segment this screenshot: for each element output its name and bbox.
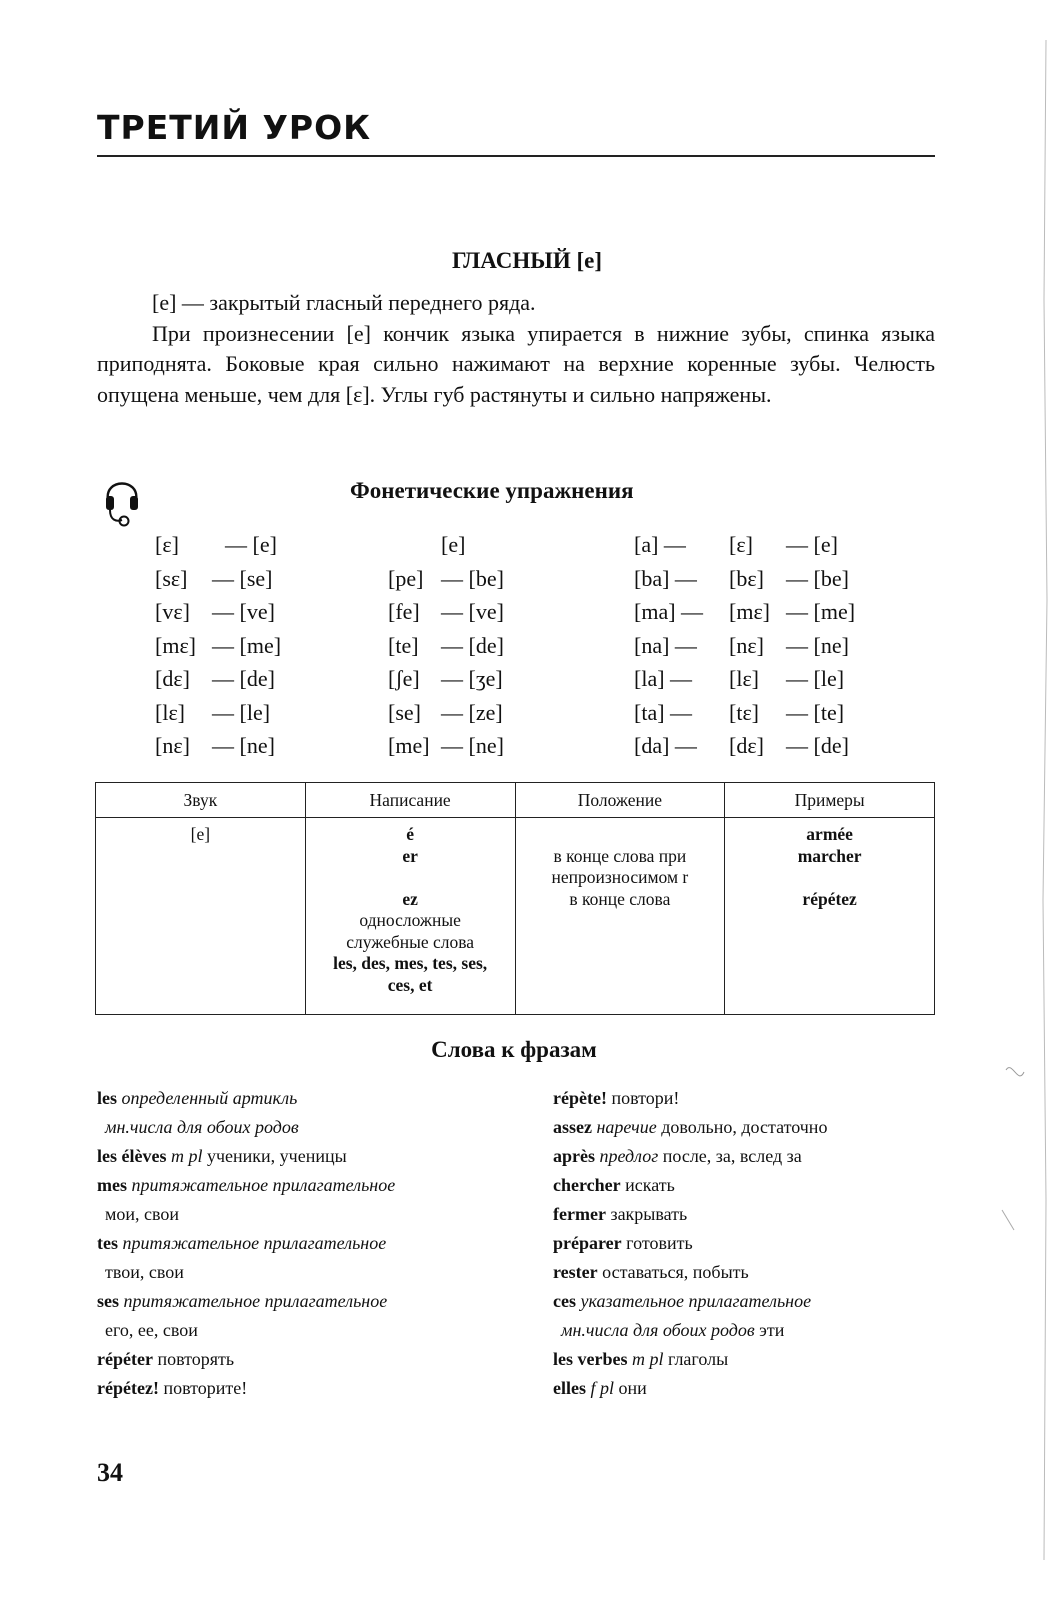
vocab-word: ces [553,1291,576,1311]
drill-cell: [dɛ] [155,666,190,691]
vocab-word: les verbes [553,1349,628,1369]
vocab-word: mes [97,1175,127,1195]
intro-paragraph: При произнесении [e] кончик языка упирается в нижние зубы, спинка языка приподнята. Боковые края сильно нажимают на верхние коренные зубы. Челюсть опущена меньше, чем для [ɛ]. Углы губ растянуты и сильно напряжены. [97,320,935,407]
drill-cell: [mɛ] [155,632,197,658]
vocab-title: Слова к фразам [431,1037,597,1062]
drill-cell: — [e] [225,532,277,557]
vocab-entry [553,1142,827,1171]
vocab-entry [553,1374,827,1403]
drill-cell: [bɛ] [729,565,764,591]
vocab-entry [553,1229,827,1258]
vocab-entry [97,1374,395,1403]
sound-value: [e] [190,824,211,844]
vocab-translation: они [618,1378,647,1398]
drill-cell: [ba] — [634,565,697,591]
vocab-entry [97,1113,395,1142]
spelling-line: er [402,845,418,866]
chapter-title: ТРЕТИЙ УРОК [97,108,372,147]
vocab-grammar-note: мн.числа для обоих родов [105,1117,299,1137]
drill-cell: [pe] [388,565,424,591]
drill-cell: [dɛ] [729,733,764,758]
vocab-entry [553,1113,827,1142]
vocab-translation: мои, свои [105,1204,180,1224]
vocab-grammar-note: мн.числа для обоих родов [561,1320,755,1340]
drill-cell: — [ve] [212,599,275,624]
intro-text [97,288,935,410]
vocab-entry [97,1142,395,1171]
vocab-grammar-note: притяжательное прилагательное [122,1233,387,1253]
vocab-word: préparer [553,1233,622,1253]
drill-row [388,666,504,700]
vocab-translation: оставаться, побыть [602,1262,749,1282]
position-line [516,824,725,846]
vocab-entry [97,1316,395,1345]
vocab-word: tes [97,1233,118,1253]
drill-row [388,566,504,600]
drill-cell: — [ze] [441,699,503,725]
drill-cell: [lɛ] [729,666,760,691]
position-line: в конце слова [569,888,671,909]
header-position: Положение [515,783,725,818]
vocab-translation: твои, свои [105,1262,184,1282]
drill-cell: — [be] [441,565,504,591]
drill-cell: [la] — [634,666,693,691]
drill-cell: — [ne] [212,733,275,758]
vocab-translation: повтори! [611,1088,680,1108]
drill-cell: [fe] [388,599,420,624]
vocab-translation: закрывать [610,1204,688,1224]
drill-row [634,733,855,767]
drill-cell: [vɛ] [155,599,190,624]
spelling-line: односложные [359,910,461,930]
position-line: непроизносимом r [551,867,689,887]
cell-sound [96,818,306,1015]
spelling-line: les, des, mes, tes, ses, [333,953,488,973]
section-title: ГЛАСНЫЙ [e] [451,248,603,273]
vocab-grammar-note: определенный артикль [121,1088,298,1108]
vocab-entry [97,1084,395,1113]
drill-row [155,532,281,566]
vocab-list-left [97,1084,395,1403]
drill-column-1 [155,532,281,767]
vocab-translation: повторять [157,1349,235,1369]
vocab-entry [553,1345,827,1374]
drill-cell: [ʃe] [388,666,420,691]
drill-row [155,666,281,700]
drill-row [388,532,504,566]
vocab-entry [553,1171,827,1200]
vocab-grammar-note: f pl [590,1378,615,1398]
example-line: marcher [797,845,862,866]
vocab-translation: его, ее, свои [105,1320,198,1340]
vocab-word: répéter [97,1349,153,1369]
drill-cell: — [ne] [441,733,504,758]
example-line [725,867,934,889]
vocab-word: assez [553,1117,592,1137]
vocab-entry [553,1258,827,1287]
drill-cell: [ta] — [634,699,693,725]
drill-cell: — [be] [786,565,849,591]
drill-cell: — [ne] [786,632,849,658]
drill-cell: [ɛ] [729,532,753,557]
drill-cell: — [de] [786,733,849,758]
vocab-entry [97,1171,395,1200]
vocab-translation: искать [625,1175,675,1195]
drill-cell: [ɛ] [155,532,179,557]
vocab-word: répète! [553,1088,607,1108]
drill-cell: — [me] [786,599,856,624]
drill-row [388,599,504,633]
drill-row [634,532,855,566]
vocab-word: rester [553,1262,598,1282]
exercise-title: Фонетические упражнения [350,478,634,503]
vocab-translation: повторите! [163,1378,248,1398]
drill-row [634,666,855,700]
example-line: répétez [802,888,857,909]
vocab-translation: довольно, достаточно [661,1117,828,1137]
vocab-word: les élèves [97,1146,167,1166]
cell-spelling [305,818,515,1015]
cell-position [515,818,725,1015]
vocab-translation: эти [759,1320,785,1340]
header-examples: Примеры [725,783,935,818]
vocab-entry [553,1287,827,1316]
drill-row [155,733,281,767]
vocab-grammar-note: m pl [170,1146,203,1166]
drill-cell: [e] [441,532,466,557]
drill-cell: — [de] [441,632,504,658]
vocab-grammar-note: притяжательное прилагательное [123,1291,388,1311]
example-line: armée [806,824,853,844]
spelling-line: ces, et [387,974,433,995]
drill-cell: [te] [388,632,419,658]
chapter-divider [97,155,935,157]
vocab-grammar-note: предлог [599,1146,659,1166]
vocab-translation: ученики, ученицы [206,1146,347,1166]
drill-row [634,566,855,600]
drill-cell: — [de] [212,666,275,691]
vocab-entry [97,1287,395,1316]
vocab-translation: готовить [626,1233,693,1253]
drill-cell: [me] [388,733,430,758]
spelling-line: é [406,824,415,844]
vocab-grammar-note: притяжательное прилагательное [131,1175,396,1195]
drill-cell: — [e] [786,532,838,557]
vocab-entry [553,1200,827,1229]
drill-row [634,633,855,667]
drill-cell: [ma] — [634,599,704,624]
drill-cell: [tɛ] [729,699,760,725]
vocab-entry [97,1229,395,1258]
spelling-line: служебные слова [346,931,475,952]
drill-cell: — [le] [212,699,271,725]
drill-row [388,633,504,667]
vocab-word: répétez! [97,1378,159,1398]
vocab-translation: глаголы [667,1349,729,1369]
vocab-entry [553,1084,827,1113]
drill-cell: [mɛ] [729,599,771,624]
vocab-entry [97,1200,395,1229]
drill-row [155,700,281,734]
drill-cell: [da] — [634,733,697,758]
drill-column-3 [634,532,855,767]
page-number: 34 [97,1458,123,1487]
table-header-row [96,783,935,818]
drill-cell: [sɛ] [155,565,188,591]
header-sound: Звук [96,783,306,818]
drill-cell: — [ve] [441,599,504,624]
drill-row [634,700,855,734]
header-spelling: Написание [305,783,515,818]
drill-row [155,633,281,667]
vocab-entry [97,1258,395,1287]
drill-cell: [nɛ] [155,733,190,758]
vocab-word: les [97,1088,117,1108]
drill-cell: [na] — [634,632,697,658]
drill-row [388,733,504,767]
vocab-grammar-note: указательное прилагательное [580,1291,812,1311]
vocab-word: chercher [553,1175,621,1195]
cell-examples [725,818,935,1015]
position-line: в конце слова при [553,845,687,866]
drill-cell: [lɛ] [155,699,186,725]
drill-row [155,599,281,633]
drill-row [634,599,855,633]
drill-column-2 [388,532,504,767]
drill-cell: — [le] [786,666,845,691]
drill-cell: [se] [388,699,421,725]
vocab-list-right [553,1084,827,1403]
drill-cell: — [me] [212,632,282,658]
vocab-grammar-note: m pl [631,1349,664,1369]
drill-row [155,566,281,600]
headphones-icon [100,470,144,530]
vocab-word: elles [553,1378,586,1398]
intro-paragraph: [e] — закрытый гласный переднего ряда. [152,290,536,315]
vocab-entry [97,1345,395,1374]
spelling-rules-table [95,782,935,1015]
drill-row [388,700,504,734]
drill-cell: [a] — [634,532,686,557]
drill-cell: [nɛ] [729,632,764,658]
spelling-line: ez [402,888,418,909]
vocab-word: après [553,1146,595,1166]
drill-cell: — [ʒe] [441,666,503,691]
table-row [96,818,935,1015]
vocab-word: fermer [553,1204,606,1224]
drill-cell: — [te] [786,699,845,725]
spelling-line [306,867,515,889]
vocab-word: ses [97,1291,119,1311]
vocab-grammar-note: наречие [596,1117,657,1137]
page-edge-scan-marks [994,0,1054,1600]
drill-cell: — [se] [212,565,273,591]
vocab-translation: после, за, вслед за [662,1146,802,1166]
vocab-entry [553,1316,827,1345]
